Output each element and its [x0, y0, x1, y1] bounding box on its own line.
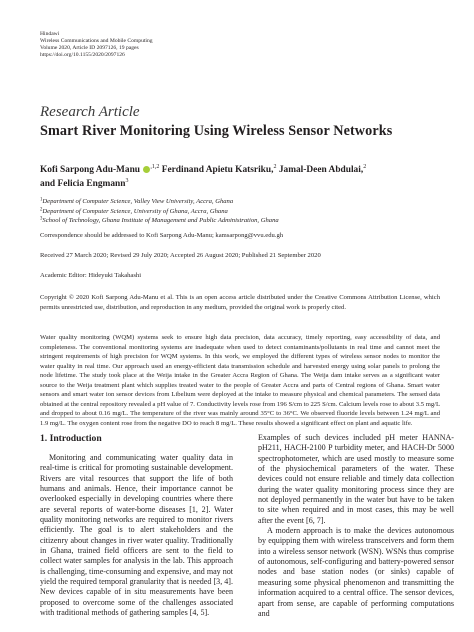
- author-affil-sup: 3: [125, 178, 129, 184]
- author-name: Ferdinand Apietu Katsriku,: [159, 165, 274, 175]
- article-type: Research Article: [40, 104, 140, 120]
- volume-line: Volume 2020, Article ID 2097126, 19 pages: [40, 45, 139, 52]
- body-paragraph: A modern approach is to make the devices autonomous by equipping them with wireless transceivers and form them into a wireless sensor network (WSN). WSNs thus comprise of autonomous, self-configuring and battery-powered sensor nodes and base station nodes (or sinks) capable of measuring some physical phenomenon and transmitting the information acquired to a central office. The sensor devices, apart from sense, are capable of performing computations and: [258, 526, 454, 618]
- author-name: Kofi Sarpong Adu-Manu: [40, 165, 141, 175]
- correspondence: Correspondence should be addressed to Kofi Sarpong Adu-Manu; kamsarpong@vvu.edu.gh: [40, 232, 284, 239]
- journal-name: Wireless Communications and Mobile Computing: [40, 38, 153, 45]
- copyright-notice: Copyright © 2020 Kofi Sarpong Adu-Manu et al. This is an open access article distributed under the Creative Commons Attribution License, which permits unrestricted use, distribution, and reproduction in any medium, provided the original work is properly cited.: [40, 294, 440, 311]
- author-affil-sup: 2: [363, 164, 367, 170]
- body-column-left: [40, 453, 233, 619]
- body-paragraph: Examples of such devices included pH meter HANNA-pH211, HACH-2100 P turbidity meter, and HACH-Dr 5000 spectrophotometer, which are used mostly to measure some of the physiochemical parameters of the water. These devices could not ensure reliable and timely data collection during the water quality monitoring process since they are not deployed permanently in the water but have to be taken to site when required and in most cases, this may be well after the event [6, 7].: [258, 433, 454, 525]
- affiliations: [40, 197, 279, 226]
- academic-editor: Academic Editor: Hideyuki Takahashi: [40, 272, 142, 279]
- body-column-right: [258, 433, 454, 619]
- author-name: Jamal-Deen Abdulai,: [276, 165, 364, 175]
- affiliation-item: $^2$Department of Computer Science, University of Ghana, Accra, Ghana: [40, 207, 228, 215]
- section-divider: [40, 417, 440, 418]
- abstract: Water quality monitoring (WQM) systems seek to ensure high data precision, data accuracy, timely reporting, easy accessibility of data, and completeness. The conventional monitoring systems are inadequate when used to detect contaminants/pollutants in real time and cannot meet the stringent requirements of high precision for WQM systems. In this work, we employed the different types of wireless sensor nodes to monitor the water quality in real time. Our approach used an energy-efficient data transmission schedule and harvested energy using solar panels to prolong the node lifetime. The study took place at the Weija intake in the Greater Accra Region of Ghana. The Weija dam intake serves as a significant water source to the Weija treatment plant which supplies treated water to the people of Greater Accra and parts of Central regions of Ghana. Smart water sensors and smart water ion sensor devices from Libelium were deployed at the intake to measure physical and chemical parameters. The sensed data obtained at the central repository revealed a pH value of 7. Conductivity levels rose from 196 S/cm to 225 S/cm. Calcium levels rose to about 3.5 mg/L and dropped to about 0.16 mg/L. The temperature of the river was mainly around 35°C to 36°C. We observed fluoride levels between 1.24 mg/L and 1.9 mg/L. The oxygen content rose from the negative DO to reach 8 mg/L. These results showed a significant effect on plant and aquatic life.: [40, 334, 440, 427]
- publisher-name: Hindawi: [40, 31, 60, 37]
- author-conjunction: and: [40, 179, 58, 189]
- paper-title: Smart River Monitoring Using Wireless Sensor Networks: [40, 123, 393, 139]
- journal-header: [40, 31, 153, 59]
- article-dates: Received 27 March 2020; Revised 29 July 2020; Accepted 26 August 2020; Published 21 September 2020: [40, 252, 321, 259]
- author-list: [40, 163, 366, 191]
- affiliation-item: $^3$School of Technology, Ghana Institute of Management and Public Administration, Ghana: [40, 216, 279, 225]
- body-paragraph: Monitoring and communicating water quality data in real-time is critical for promoting sustainable development. Rivers are vital resources that support the life of both humans and animals. Hence, their importance cannot be overlooked especially in developing countries where there are several reports of water-borne diseases [1, 2]. Water quality monitoring networks are required to monitor rivers efficiently. The goal is to alert stakeholders and the citizenry about changes in river water quality. Traditionally in Ghana, trained field officers are sent to the field to collect water samples for analysis in the lab. This approach is challenging, time-consuming and expensive, and may not yield the required temporal granularity that is needed [3, 4]. New devices capable of in situ measurements have been proposed to overcome some of the challenges associated with traditional methods of gathering samples [4, 5].: [40, 453, 233, 618]
- author-affil-sup: 2: [273, 164, 277, 170]
- affiliation-item: $^1$Department of Computer Science, Valley View University, Accra, Ghana: [40, 197, 234, 205]
- author-name: Felicia Engmann: [57, 179, 126, 189]
- section-title: 1. Introduction: [40, 433, 102, 444]
- author-affil-sup: ,1,2: [150, 164, 160, 170]
- doi-link[interactable]: https://doi.org/10.1155/2020/2097126: [40, 52, 125, 59]
